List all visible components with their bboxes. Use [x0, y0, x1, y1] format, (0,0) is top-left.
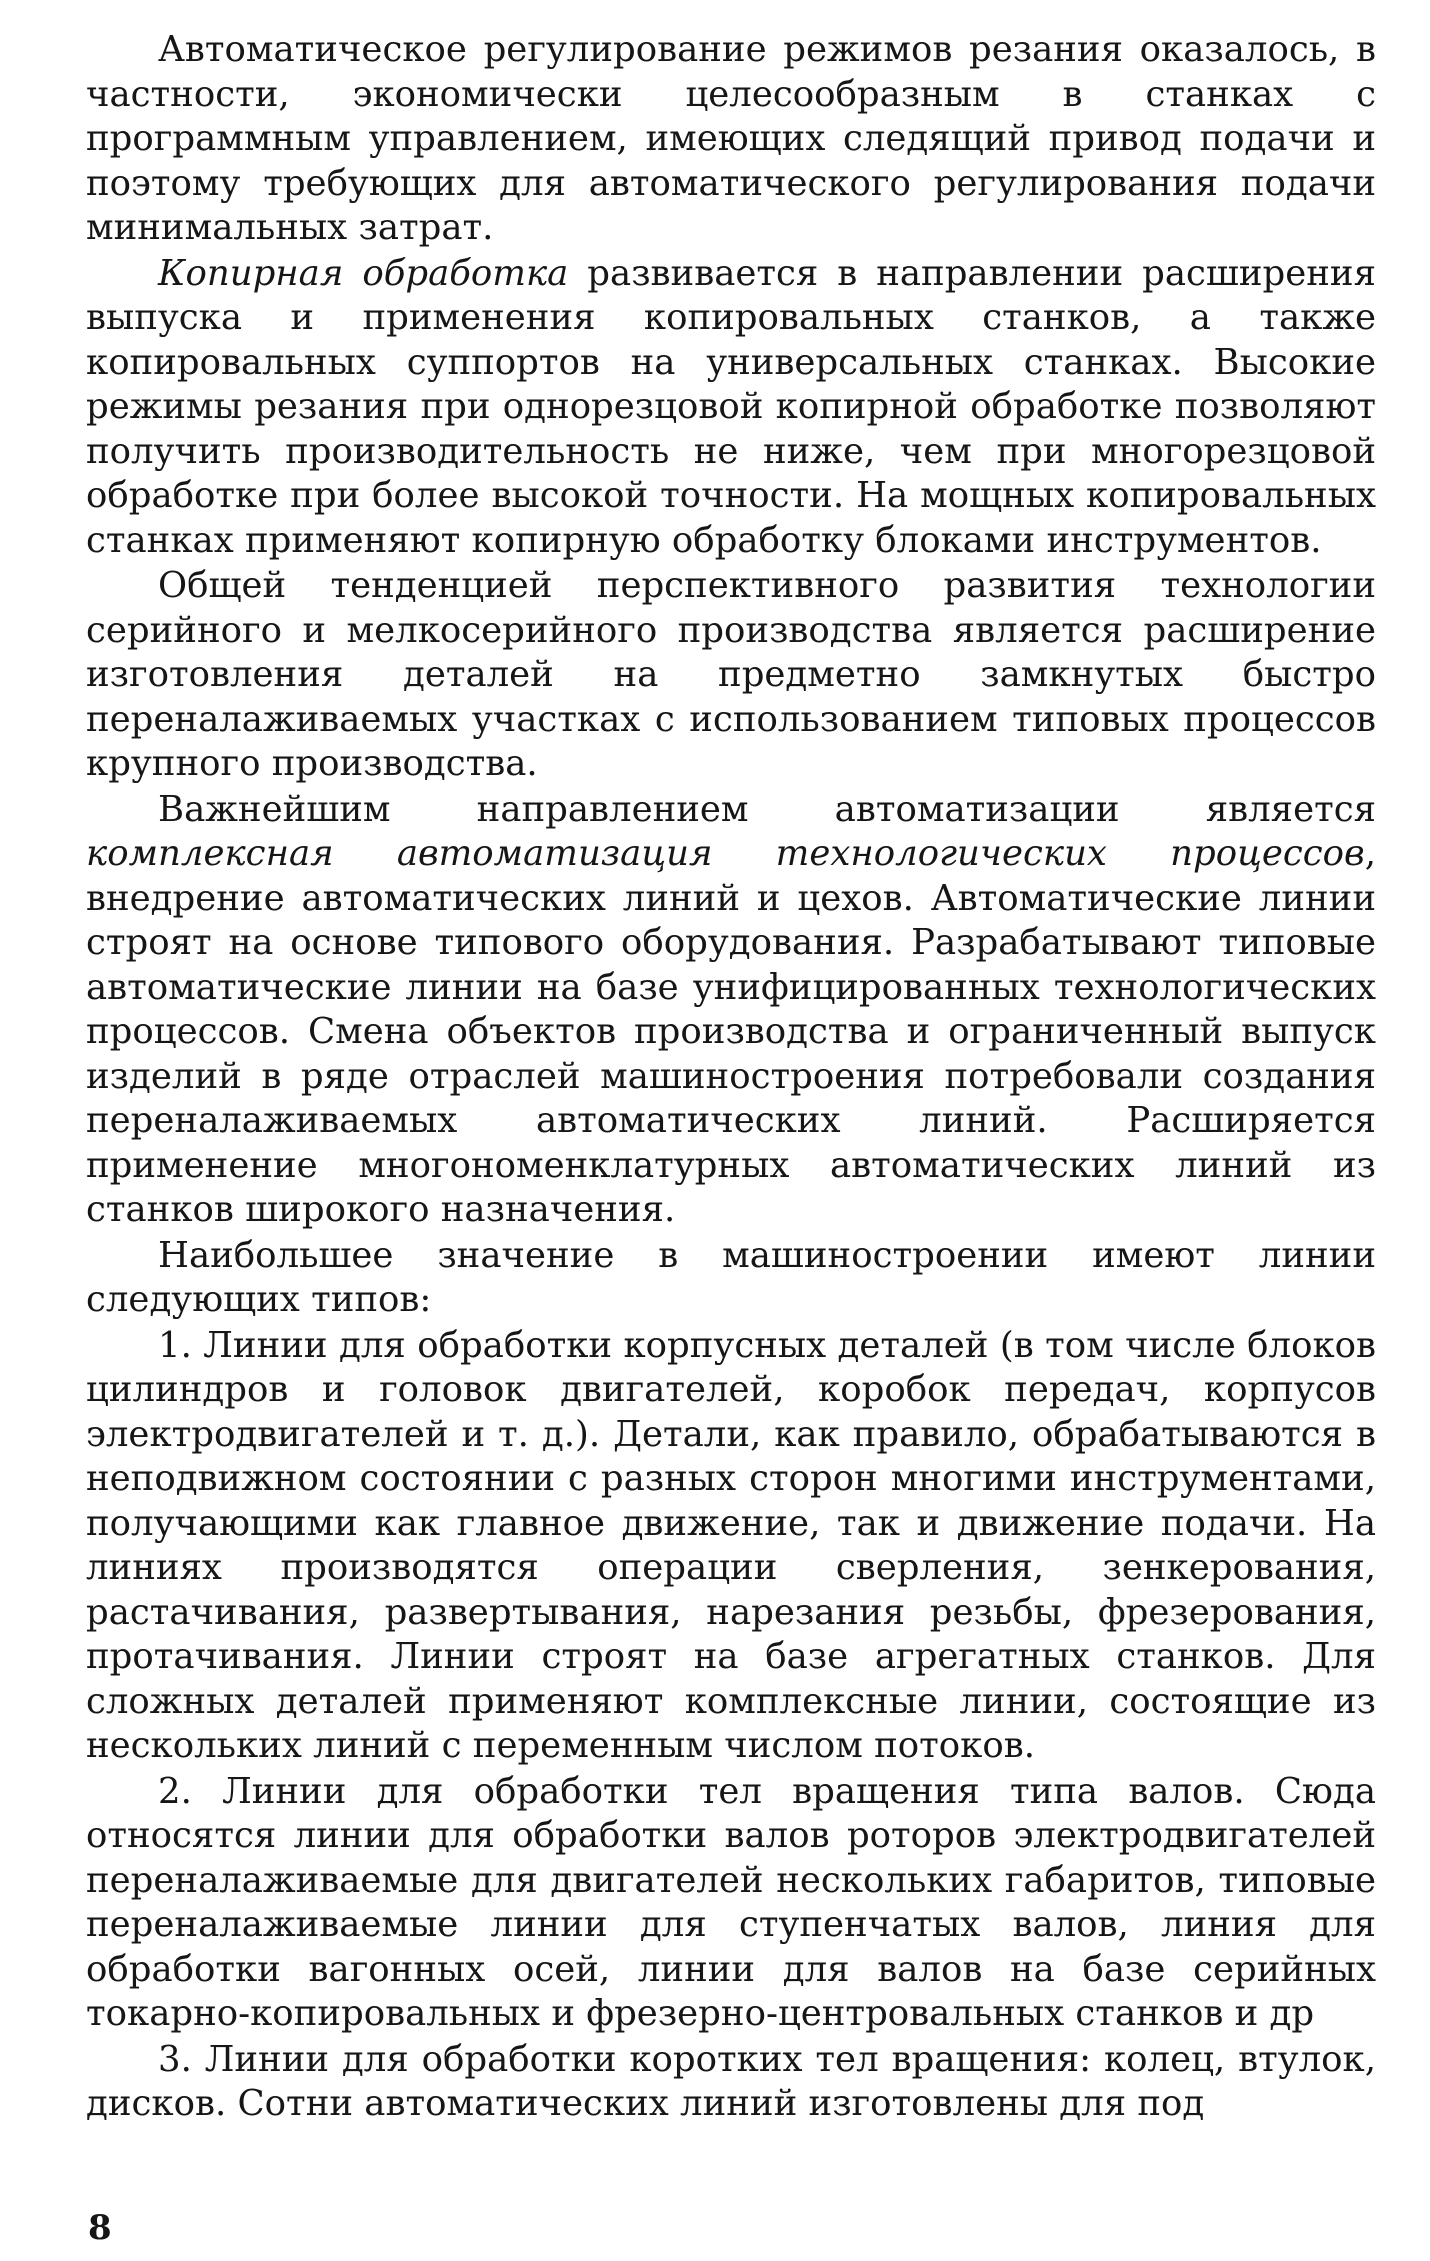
paragraph-2	[86, 252, 1376, 564]
paragraph-1	[86, 28, 1376, 251]
list-item-2-text: 2. Линии для обработки тел вращения типа валов. Сюда относятся линии для обработки валов роторов электродвигателей переналаживаемые для двигателей нескольких габаритов, типовые переналаживаемые линии для ступенчатых валов, линия для обработки вагонных осей, линии для валов на базе серийных токарно-копировальных и фрезерно-центровальных станков и др	[86, 1770, 1376, 2034]
paragraph-2-text: развивается в направлении расширения выпуска и применения копировальных станков, а также копировальных суппортов на универсальных станках. Высокие режимы резания при однорезцовой копирной обработке позволяют получить производительность не ниже, чем при многорезцовой обработке при более высокой точности. На мощных копировальных станках применяют копирную обработку блоками инструментов.	[86, 252, 1376, 561]
paragraph-4	[86, 788, 1376, 1233]
page-number: 8	[88, 2208, 112, 2248]
page-body	[86, 28, 1376, 2128]
list-item-1	[86, 1324, 1376, 1769]
list-item-3-text: 3. Линии для обработки коротких тел вращения: колец, втулок, дисков. Сотни автоматических линий изготовлены для под	[86, 2038, 1376, 2124]
paragraph-4-text: , внедрение автоматических линий и цехов. Автоматические линии строят на основе типового оборудования. Разрабатывают типовые автоматические линии на базе унифицированных технологических процессов. Смена объектов производства и ограниченный выпуск изделий в ряде отраслей машиностроения потребовали создания переналаживаемых автоматических линий. Расширяется применение многономенклатурных автоматических линий из станков широкого назначения.	[86, 833, 1376, 1230]
paragraph-5	[86, 1234, 1376, 1323]
paragraph-4-lead: Важнейшим направлением автоматизации является	[158, 788, 1376, 830]
list-item-2	[86, 1770, 1376, 2037]
list-item-3	[86, 2038, 1376, 2127]
list-item-1-text: 1. Линии для обработки корпусных деталей (в том числе блоков цилиндров и головок двигателей, коробок передач, корпусов электродвигателей и т. д.). Детали, как правило, обрабатываются в неподвижном состоянии с разных сторон многими инструментами, получающими как главное движение, так и движение подачи. На линиях производятся операции сверления, зенкерования, растачивания, развертывания, нарезания резьбы, фрезерования, протачивания. Линии строят на базе агрегатных станков. Для сложных деталей применяют комплексные линии, состоящие из нескольких линий с переменным числом потоков.	[86, 1324, 1376, 1766]
paragraph-3-text: Общей тенденцией перспективного развития технологии серийного и мелкосерийного производства является расширение изготовления деталей на предметно замкнутых быстро переналаживаемых участках с использованием типовых процессов крупного производства.	[86, 565, 1376, 784]
paragraph-4-italic-mid: комплексная автоматизация технологических процессов	[86, 833, 1365, 874]
paragraph-2-italic-lead: Копирная обработка	[158, 252, 569, 294]
paragraph-1-text: Автоматическое регулирование режимов резания оказалось, в частности, экономически целесообразным в станках с программным управлением, имеющих следящий привод подачи и поэтому требующих для автоматического регулирования подачи минимальных затрат.	[86, 29, 1376, 248]
paragraph-3	[86, 564, 1376, 787]
paragraph-5-text: Наибольшее значение в машиностроении имеют линии следующих типов:	[86, 1234, 1376, 1320]
